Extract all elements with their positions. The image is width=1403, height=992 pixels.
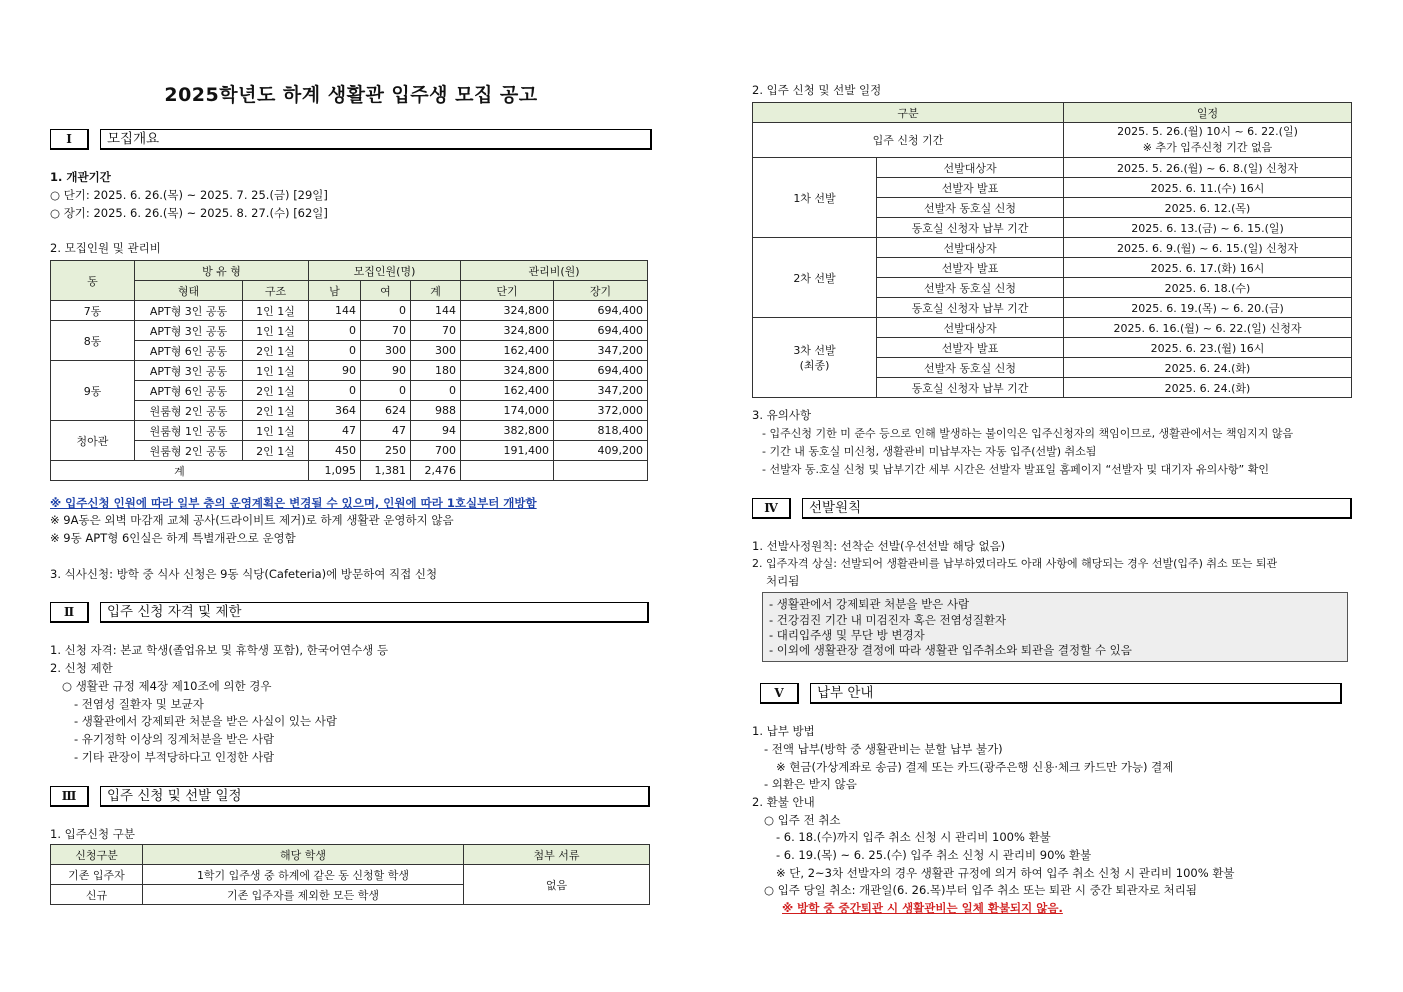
apply-period-date: [1064, 123, 1352, 158]
table-row: [51, 341, 648, 361]
round-name-line: 3차 선발: [793, 343, 836, 357]
table-row: [753, 318, 1352, 338]
sum-male: 1,095: [309, 461, 361, 481]
round-item-date: 2025. 6. 12.(목): [1064, 198, 1352, 218]
principle-line1: 1. 선발사정원칙: 선착순 선발(우선선발 해당 없음): [752, 539, 1006, 553]
list-item: - 이외에 생활관장 결정에 따라 생활관 입주취소와 퇴관을 결정할 수 있음: [769, 643, 1132, 657]
short-fee-cell: 382,800: [461, 421, 554, 441]
list-item: - 선발자 동.호실 신청 및 납부기간 세부 시간은 선발자 발표일 홈페이지 “선발자 및 대기자 유의사항” 확인: [762, 463, 1269, 476]
sum-label: 계: [51, 461, 309, 481]
section-number: Ⅴ: [760, 683, 799, 704]
long-fee-cell: 694,400: [554, 321, 648, 341]
payment-line: - 외환은 받지 않음: [764, 777, 857, 791]
long-fee-cell: 409,200: [554, 441, 648, 461]
table-row: [753, 238, 1352, 258]
th-category: 구분: [753, 103, 1064, 123]
payment-line: - 전액 납부(방학 중 생활관비는 분할 납부 불가): [764, 742, 1003, 756]
th-total: 계: [411, 281, 461, 301]
payment-line: 2. 환불 안내: [752, 795, 815, 809]
structure-cell: 1인 1실: [243, 421, 309, 441]
th-structure: 구조: [243, 281, 309, 301]
section-5-header: [760, 683, 1352, 703]
section-label: 모집개요: [100, 129, 652, 150]
period-short: ○ 단기: 2025. 6. 26.(목) ~ 2025. 7. 25.(금) [29일]: [50, 188, 328, 202]
female-cell: 90: [361, 361, 411, 381]
refund-warning: ※ 방학 중 중간퇴관 시 생활관비는 일체 환불되지 않음.: [782, 901, 1063, 915]
meal-info: 3. 식사신청: 방학 중 식사 신청은 9동 식당(Cafeteria)에 방문하여 직접 신청: [50, 567, 438, 581]
table-row: [51, 421, 648, 441]
long-fee-cell: 694,400: [554, 361, 648, 381]
section-1-header: [50, 129, 652, 149]
female-cell: 70: [361, 321, 411, 341]
section-2-header: [50, 602, 652, 622]
dong-cell: 9동: [51, 361, 135, 421]
round-item-date: 2025. 6. 16.(월) ~ 6. 22.(일) 신청자: [1064, 318, 1352, 338]
list-item: - 생활관에서 강제퇴관 처분을 받은 사실이 있는 사람: [74, 714, 338, 728]
form-cell: 원룸형 2인 공동: [135, 401, 243, 421]
list-item: - 기타 관장이 부적당하다고 인정한 사람: [74, 750, 275, 764]
structure-cell: 2인 1실: [243, 441, 309, 461]
structure-cell: 2인 1실: [243, 401, 309, 421]
table-row: [753, 123, 1352, 158]
th-female: 여: [361, 281, 411, 301]
table-row: [51, 361, 648, 381]
male-cell: 144: [309, 301, 361, 321]
long-fee-cell: 347,200: [554, 381, 648, 401]
period-heading: 1. 개관기간: [50, 170, 111, 184]
list-item: - 전염성 질환자 및 보균자: [74, 697, 204, 711]
disqualification-box: [762, 592, 1348, 662]
list-item: - 입주신청 기한 미 준수 등으로 인해 발생하는 불이익은 입주신청자의 책임이므로, 생활관에서는 책임지지 않음: [762, 427, 1294, 440]
th-docs: 첨부 서류: [464, 845, 650, 865]
long-fee-cell: 347,200: [554, 341, 648, 361]
short-fee-cell: 162,400: [461, 381, 554, 401]
total-cell: 180: [411, 361, 461, 381]
note-blue: ※ 입주신청 인원에 따라 일부 층의 운영계획은 변경될 수 있으며, 인원에 따라 1호실부터 개방함: [50, 496, 537, 510]
payment-line: ※ 단, 2~3차 선발자의 경우 생활관 규정에 의거 하여 입주 취소 신청 시 관리비 100% 환불: [776, 866, 1235, 880]
apply-type-table: [50, 844, 650, 905]
dong-cell: 청아관: [51, 421, 135, 461]
total-cell: 94: [411, 421, 461, 441]
payment-line: 1. 납부 방법: [752, 724, 815, 738]
round-item-label: 선발대상자: [877, 238, 1064, 258]
round-item-label: 선발자 발표: [877, 178, 1064, 198]
male-cell: 450: [309, 441, 361, 461]
section-label: 입주 신청 및 선발 일정: [100, 786, 650, 807]
section-label: 선발원칙: [802, 498, 1352, 519]
male-cell: 90: [309, 361, 361, 381]
round-name: [753, 318, 877, 398]
apply-type-cell: 기존 입주자: [51, 865, 143, 885]
round-item-date: 2025. 6. 11.(수) 16시: [1064, 178, 1352, 198]
dong-cell: 7동: [51, 301, 135, 321]
total-cell: 988: [411, 401, 461, 421]
round-name: 2차 선발: [753, 238, 877, 318]
form-cell: APT형 3인 공동: [135, 321, 243, 341]
recruit-table: [50, 260, 648, 481]
table-row: [51, 321, 648, 341]
round-item-date: 2025. 6. 13.(금) ~ 6. 15.(일): [1064, 218, 1352, 238]
principle-line2: 2. 입주자격 상실: 선발되어 생활관비를 납부하였더라도 아래 사항에 해당되는 경우 선발(입주) 취소 또는 퇴관: [752, 557, 1278, 570]
schedule-heading: 2. 입주 신청 및 선발 일정: [752, 83, 882, 97]
round-item-date: 2025. 6. 18.(수): [1064, 278, 1352, 298]
round-item-label: 동호실 신청자 납부 기간: [877, 378, 1064, 398]
female-cell: 250: [361, 441, 411, 461]
total-cell: 300: [411, 341, 461, 361]
round-item-date: 2025. 6. 17.(화) 16시: [1064, 258, 1352, 278]
form-cell: APT형 3인 공동: [135, 361, 243, 381]
payment-line: ※ 현금(가상계좌로 송금) 결제 또는 카드(광주은행 신용·체크 카드만 가능) 결제: [776, 760, 1174, 774]
eligibility-line1: 1. 신청 자격: 본교 학생(졸업유보 및 휴학생 포함), 한국어연수생 등: [50, 643, 389, 657]
payment-line: - 6. 18.(수)까지 입주 취소 신청 시 관리비 100% 환불: [776, 830, 1051, 844]
round-item-label: 선발대상자: [877, 158, 1064, 178]
section-label: 입주 신청 자격 및 제한: [100, 602, 649, 623]
th-long: 장기: [554, 281, 648, 301]
sum-female: 1,381: [361, 461, 411, 481]
section-4-header: [752, 498, 1352, 518]
payment-line: ○ 입주 당일 취소: 개관일(6. 26.목)부터 입주 취소 또는 퇴관 시 중간 퇴관자로 처리됨: [764, 883, 1197, 897]
payment-line: - 6. 19.(목) ~ 6. 25.(수) 입주 취소 신청 시 관리비 90% 환불: [776, 848, 1092, 862]
eligibility-line2: 2. 신청 제한: [50, 661, 113, 675]
table-row: [51, 865, 650, 885]
schedule-table: [752, 102, 1352, 398]
section-number: Ⅳ: [752, 498, 791, 519]
long-fee-cell: 694,400: [554, 301, 648, 321]
structure-cell: 1인 1실: [243, 301, 309, 321]
list-item: - 유기정학 이상의 징계처분을 받은 사람: [74, 732, 275, 746]
form-cell: APT형 6인 공동: [135, 381, 243, 401]
round-item-label: 선발자 발표: [877, 258, 1064, 278]
female-cell: 300: [361, 341, 411, 361]
round-item-date: 2025. 6. 24.(화): [1064, 378, 1352, 398]
section-number: Ⅱ: [50, 602, 89, 623]
round-item-label: 선발자 동호실 신청: [877, 358, 1064, 378]
table-row: [51, 301, 648, 321]
th-form: 형태: [135, 281, 243, 301]
female-cell: 47: [361, 421, 411, 441]
payment-line: ○ 입주 전 취소: [764, 813, 841, 827]
th-apply-type: 신청구분: [51, 845, 143, 865]
page-title: 2025학년도 하계 생활관 입주생 모집 공고: [164, 84, 538, 106]
total-cell: 700: [411, 441, 461, 461]
sum-total: 2,476: [411, 461, 461, 481]
form-cell: APT형 3인 공동: [135, 301, 243, 321]
female-cell: 624: [361, 401, 411, 421]
apply-period-label: 입주 신청 기간: [753, 123, 1064, 158]
apply-type-cell: 신규: [51, 885, 143, 905]
round-item-date: 2025. 5. 26.(월) ~ 6. 8.(일) 신청자: [1064, 158, 1352, 178]
note-9a: ※ 9A동은 외벽 마감재 교체 공사(드라이비트 제거)로 하계 생활관 운영하지 않음: [50, 513, 454, 527]
sum-row: [51, 461, 648, 481]
list-item: - 대리입주생 및 무단 방 변경자: [769, 628, 925, 642]
female-cell: 0: [361, 381, 411, 401]
cautions-heading: 3. 유의사항: [752, 408, 812, 422]
recruit-heading: 2. 모집인원 및 관리비: [50, 241, 161, 255]
th-target: 해당 학생: [143, 845, 464, 865]
target-cell: 기존 입주자를 제외한 모든 학생: [143, 885, 464, 905]
male-cell: 0: [309, 341, 361, 361]
form-cell: 원룸형 2인 공동: [135, 441, 243, 461]
short-fee-cell: 324,800: [461, 321, 554, 341]
short-fee-cell: 162,400: [461, 341, 554, 361]
male-cell: 364: [309, 401, 361, 421]
round-item-date: 2025. 6. 24.(화): [1064, 358, 1352, 378]
round-item-label: 동호실 신청자 납부 기간: [877, 218, 1064, 238]
docs-cell: 없음: [464, 865, 650, 905]
round-item-date: 2025. 6. 23.(월) 16시: [1064, 338, 1352, 358]
th-room-type: 방 유 형: [135, 261, 309, 281]
th-schedule: 일정: [1064, 103, 1352, 123]
empty-cell: [461, 461, 554, 481]
eligibility-line3: ○ 생활관 규정 제4장 제10조에 의한 경우: [62, 679, 272, 693]
list-item: - 기간 내 동호실 미신청, 생활관비 미납부자는 자동 입주(선발) 취소됨: [762, 445, 1097, 458]
structure-cell: 2인 1실: [243, 381, 309, 401]
target-cell: 1학기 입주생 중 하계에 같은 동 신청할 학생: [143, 865, 464, 885]
th-dong: 동: [51, 261, 135, 301]
table-row: [51, 401, 648, 421]
total-cell: 0: [411, 381, 461, 401]
section-label: 납부 안내: [810, 683, 1342, 704]
round-item-label: 동호실 신청자 납부 기간: [877, 298, 1064, 318]
period-long: ○ 장기: 2025. 6. 26.(목) ~ 2025. 8. 27.(수) [62일]: [50, 206, 328, 220]
principle-line2b: 처리됨: [766, 574, 800, 588]
round-item-date: 2025. 6. 19.(목) ~ 6. 20.(금): [1064, 298, 1352, 318]
round-item-label: 선발자 동호실 신청: [877, 198, 1064, 218]
apply-type-heading: 1. 입주신청 구분: [50, 827, 135, 841]
form-cell: 원룸형 1인 공동: [135, 421, 243, 441]
structure-cell: 1인 1실: [243, 321, 309, 341]
male-cell: 47: [309, 421, 361, 441]
female-cell: 0: [361, 301, 411, 321]
male-cell: 0: [309, 321, 361, 341]
male-cell: 0: [309, 381, 361, 401]
dong-cell: 8동: [51, 321, 135, 361]
th-recruit: 모집인원(명): [309, 261, 461, 281]
section-number: Ⅰ: [50, 129, 89, 150]
short-fee-cell: 324,800: [461, 301, 554, 321]
round-name-sub: (최종): [799, 358, 830, 372]
round-item-label: 선발자 동호실 신청: [877, 278, 1064, 298]
long-fee-cell: 372,000: [554, 401, 648, 421]
short-fee-cell: 324,800: [461, 361, 554, 381]
apply-date-note: ※ 추가 입주신청 기간 없음: [1142, 141, 1273, 154]
th-short: 단기: [461, 281, 554, 301]
section-number: Ⅲ: [50, 786, 89, 807]
list-item: - 건강검진 기간 내 미검진자 혹은 전염성질환자: [769, 613, 1007, 627]
round-item-date: 2025. 6. 9.(월) ~ 6. 15.(일) 신청자: [1064, 238, 1352, 258]
note-9dong: ※ 9동 APT형 6인실은 하계 특별개관으로 운영함: [50, 531, 296, 545]
short-fee-cell: 191,400: [461, 441, 554, 461]
form-cell: APT형 6인 공동: [135, 341, 243, 361]
th-male: 남: [309, 281, 361, 301]
th-fee: 관리비(원): [461, 261, 648, 281]
structure-cell: 1인 1실: [243, 361, 309, 381]
table-row: [51, 381, 648, 401]
table-row: [753, 158, 1352, 178]
total-cell: 70: [411, 321, 461, 341]
apply-date-line: 2025. 5. 26.(월) 10시 ~ 6. 22.(일): [1117, 125, 1298, 138]
short-fee-cell: 174,000: [461, 401, 554, 421]
table-row: [51, 441, 648, 461]
round-name: 1차 선발: [753, 158, 877, 238]
empty-cell: [554, 461, 648, 481]
round-item-label: 선발자 발표: [877, 338, 1064, 358]
section-3-header: [50, 786, 652, 806]
long-fee-cell: 818,400: [554, 421, 648, 441]
structure-cell: 2인 1실: [243, 341, 309, 361]
total-cell: 144: [411, 301, 461, 321]
round-item-label: 선발대상자: [877, 318, 1064, 338]
list-item: - 생활관에서 강제퇴관 처분을 받은 사람: [769, 597, 970, 611]
